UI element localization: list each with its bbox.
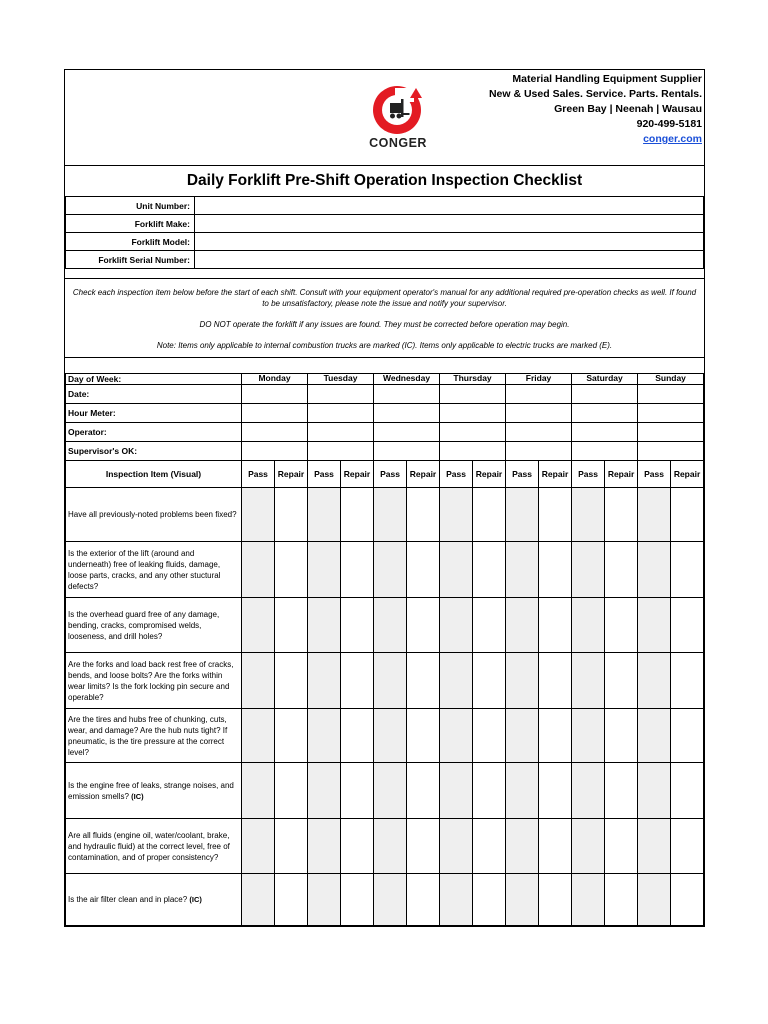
inspection-item-row [66, 598, 704, 653]
repair-checkbox-wednesday[interactable] [407, 874, 440, 926]
pass-checkbox-tuesday[interactable] [308, 598, 341, 653]
repair-checkbox-saturday[interactable] [605, 653, 638, 709]
repair-checkbox-saturday[interactable] [605, 709, 638, 763]
truck-type-tag: (IC) [131, 791, 144, 801]
repair-header: Repair [539, 461, 572, 488]
day-header-wednesday: Wednesday [374, 374, 440, 385]
pass-checkbox-thursday[interactable] [440, 709, 473, 763]
repair-checkbox-saturday[interactable] [605, 542, 638, 598]
meta-field-wednesday[interactable] [374, 423, 440, 442]
day-header-tuesday: Tuesday [308, 374, 374, 385]
meta-field-wednesday[interactable] [374, 442, 440, 461]
day-header-saturday: Saturday [572, 374, 638, 385]
meta-field-sunday[interactable] [638, 385, 704, 404]
repair-checkbox-tuesday[interactable] [341, 598, 374, 653]
pass-checkbox-thursday[interactable] [440, 653, 473, 709]
inspection-question [66, 709, 242, 763]
repair-checkbox-saturday[interactable] [605, 874, 638, 926]
repair-checkbox-tuesday[interactable] [341, 488, 374, 542]
repair-header: Repair [341, 461, 374, 488]
meta-row [66, 404, 704, 423]
inspection-grid [65, 374, 704, 926]
pass-checkbox-sunday[interactable] [638, 819, 671, 874]
repair-checkbox-sunday[interactable] [671, 874, 704, 926]
meta-field-thursday[interactable] [440, 442, 506, 461]
meta-field-monday[interactable] [242, 423, 308, 442]
pass-checkbox-friday[interactable] [506, 488, 539, 542]
question-text: Are the forks and load back rest free of cracks, bends, and loose bolts? Are the forks within wear limits? Is the fork locking pin secure and operable? [68, 659, 234, 702]
meta-field-sunday[interactable] [638, 442, 704, 461]
repair-checkbox-monday[interactable] [275, 542, 308, 598]
repair-checkbox-tuesday[interactable] [341, 819, 374, 874]
day-of-week-row [66, 374, 704, 385]
pass-checkbox-saturday[interactable] [572, 653, 605, 709]
repair-checkbox-saturday[interactable] [605, 598, 638, 653]
repair-checkbox-saturday[interactable] [605, 819, 638, 874]
pass-checkbox-thursday[interactable] [440, 542, 473, 598]
company-services: New & Used Sales. Service. Parts. Rentals. [488, 88, 702, 100]
question-text: Is the air filter clean and in place? [68, 895, 188, 904]
repair-checkbox-monday[interactable] [275, 819, 308, 874]
info-label: Forklift Make: [66, 215, 195, 233]
question-text: Is the overhead guard free of any damage, bending, cracks, compromised welds, looseness, and drill holes? [68, 609, 220, 641]
repair-header: Repair [605, 461, 638, 488]
meta-field-friday[interactable] [506, 385, 572, 404]
meta-field-monday[interactable] [242, 385, 308, 404]
repair-checkbox-thursday[interactable] [473, 819, 506, 874]
info-value-field[interactable] [195, 233, 704, 251]
repair-checkbox-thursday[interactable] [473, 763, 506, 819]
pass-checkbox-saturday[interactable] [572, 819, 605, 874]
repair-checkbox-saturday[interactable] [605, 763, 638, 819]
pass-checkbox-sunday[interactable] [638, 653, 671, 709]
pass-checkbox-tuesday[interactable] [308, 488, 341, 542]
inspection-item-row [66, 653, 704, 709]
pass-header: Pass [572, 461, 605, 488]
inspection-question [66, 598, 242, 653]
repair-checkbox-monday[interactable] [275, 874, 308, 926]
question-text: Are all fluids (engine oil, water/coolant, brake, and hydraulic fluid) at the correct level, free of contamination, and of proper consistency? [68, 830, 230, 862]
pass-checkbox-monday[interactable] [242, 874, 275, 926]
pass-checkbox-monday[interactable] [242, 763, 275, 819]
pass-checkbox-monday[interactable] [242, 598, 275, 653]
meta-field-friday[interactable] [506, 404, 572, 423]
question-text: Are the tires and hubs free of chunking, cuts, wear, and damage? Are the hub nuts tight? If pneumatic, is the tire pressure at the correct level? [68, 714, 228, 757]
pass-checkbox-thursday[interactable] [440, 819, 473, 874]
pass-checkbox-tuesday[interactable] [308, 709, 341, 763]
page-title: Daily Forklift Pre-Shift Operation Inspection Checklist [65, 166, 704, 197]
repair-checkbox-friday[interactable] [539, 819, 572, 874]
repair-checkbox-friday[interactable] [539, 709, 572, 763]
repair-checkbox-wednesday[interactable] [407, 763, 440, 819]
repair-checkbox-sunday[interactable] [671, 653, 704, 709]
repair-header: Repair [407, 461, 440, 488]
pass-checkbox-saturday[interactable] [572, 709, 605, 763]
question-text: Is the exterior of the lift (around and underneath) free of leaking fluids, damage, loose parts, cracks, and any other stuctural defects? [68, 548, 221, 591]
meta-field-friday[interactable] [506, 442, 572, 461]
info-row [66, 197, 704, 215]
meta-field-tuesday[interactable] [308, 423, 374, 442]
repair-checkbox-tuesday[interactable] [341, 709, 374, 763]
forklift-info-table [65, 197, 704, 269]
company-tagline: Material Handling Equipment Supplier [512, 73, 702, 85]
meta-field-tuesday[interactable] [308, 442, 374, 461]
pass-checkbox-wednesday[interactable] [374, 488, 407, 542]
pass-header: Pass [242, 461, 275, 488]
logo-wordmark: CONGER [369, 136, 427, 150]
pass-checkbox-tuesday[interactable] [308, 542, 341, 598]
repair-checkbox-friday[interactable] [539, 488, 572, 542]
repair-checkbox-wednesday[interactable] [407, 819, 440, 874]
pass-checkbox-wednesday[interactable] [374, 598, 407, 653]
pass-checkbox-sunday[interactable] [638, 763, 671, 819]
inspection-question [66, 653, 242, 709]
info-value-field[interactable] [195, 251, 704, 269]
pass-checkbox-sunday[interactable] [638, 488, 671, 542]
repair-checkbox-sunday[interactable] [671, 709, 704, 763]
repair-checkbox-tuesday[interactable] [341, 653, 374, 709]
pass-checkbox-saturday[interactable] [572, 542, 605, 598]
company-phone: 920-499-5181 [636, 118, 702, 130]
meta-row [66, 442, 704, 461]
spacer [65, 358, 704, 374]
pass-header: Pass [308, 461, 341, 488]
meta-field-thursday[interactable] [440, 423, 506, 442]
repair-checkbox-tuesday[interactable] [341, 542, 374, 598]
meta-field-saturday[interactable] [572, 385, 638, 404]
inspection-question [66, 542, 242, 598]
inspection-item-row [66, 488, 704, 542]
meta-label: Date: [66, 385, 242, 404]
pass-checkbox-tuesday[interactable] [308, 653, 341, 709]
repair-header: Repair [671, 461, 704, 488]
repair-checkbox-thursday[interactable] [473, 653, 506, 709]
repair-checkbox-thursday[interactable] [473, 598, 506, 653]
inspection-item-row [66, 874, 704, 926]
repair-checkbox-sunday[interactable] [671, 763, 704, 819]
pass-checkbox-thursday[interactable] [440, 763, 473, 819]
meta-field-saturday[interactable] [572, 404, 638, 423]
pass-checkbox-monday[interactable] [242, 653, 275, 709]
spacer [65, 269, 704, 279]
pass-checkbox-friday[interactable] [506, 598, 539, 653]
repair-checkbox-saturday[interactable] [605, 488, 638, 542]
conger-logo [361, 84, 435, 150]
pass-checkbox-wednesday[interactable] [374, 653, 407, 709]
repair-checkbox-sunday[interactable] [671, 819, 704, 874]
inspection-question [66, 874, 242, 926]
inspection-item-row [66, 819, 704, 874]
repair-checkbox-friday[interactable] [539, 874, 572, 926]
repair-checkbox-friday[interactable] [539, 542, 572, 598]
repair-checkbox-wednesday[interactable] [407, 542, 440, 598]
day-header-friday: Friday [506, 374, 572, 385]
note-text: Note: Items only applicable to internal combustion trucks are marked (IC). Items only applicable to electric trucks are marked (E). [156, 341, 613, 350]
info-value-field[interactable] [195, 215, 704, 233]
pass-checkbox-saturday[interactable] [572, 874, 605, 926]
pass-checkbox-saturday[interactable] [572, 763, 605, 819]
instructions-text: Check each inspection item below before the start of each shift. Consult with your equipment operator's manual for any additional required pre-operation checks as well. If found to be unsatisfactory, please note the issue and notify your supervisor. [72, 288, 697, 308]
meta-field-wednesday[interactable] [374, 385, 440, 404]
meta-row [66, 385, 704, 404]
meta-label: Supervisor's OK: [66, 442, 242, 461]
repair-checkbox-wednesday[interactable] [407, 598, 440, 653]
meta-field-sunday[interactable] [638, 423, 704, 442]
pass-checkbox-wednesday[interactable] [374, 709, 407, 763]
pass-checkbox-monday[interactable] [242, 542, 275, 598]
repair-checkbox-thursday[interactable] [473, 709, 506, 763]
pass-checkbox-wednesday[interactable] [374, 819, 407, 874]
pass-checkbox-saturday[interactable] [572, 598, 605, 653]
pass-header: Pass [506, 461, 539, 488]
pass-checkbox-wednesday[interactable] [374, 763, 407, 819]
meta-field-monday[interactable] [242, 404, 308, 423]
repair-checkbox-friday[interactable] [539, 653, 572, 709]
pass-checkbox-thursday[interactable] [440, 598, 473, 653]
truck-type-tag: (IC) [189, 895, 202, 904]
pass-checkbox-monday[interactable] [242, 709, 275, 763]
repair-header: Repair [473, 461, 506, 488]
header [65, 70, 704, 166]
meta-field-wednesday[interactable] [374, 404, 440, 423]
pass-header: Pass [638, 461, 671, 488]
inspection-item-header: Inspection Item (Visual) [66, 461, 242, 488]
meta-field-monday[interactable] [242, 442, 308, 461]
pass-checkbox-monday[interactable] [242, 488, 275, 542]
repair-checkbox-friday[interactable] [539, 598, 572, 653]
pass-checkbox-sunday[interactable] [638, 709, 671, 763]
repair-checkbox-tuesday[interactable] [341, 874, 374, 926]
inspection-item-row [66, 542, 704, 598]
question-text: Is the engine free of leaks, strange noises, and emission smells? [68, 780, 234, 801]
meta-label: Operator: [66, 423, 242, 442]
repair-checkbox-wednesday[interactable] [407, 709, 440, 763]
pass-checkbox-thursday[interactable] [440, 874, 473, 926]
pass-checkbox-sunday[interactable] [638, 598, 671, 653]
repair-checkbox-thursday[interactable] [473, 542, 506, 598]
pass-checkbox-tuesday[interactable] [308, 763, 341, 819]
repair-checkbox-sunday[interactable] [671, 598, 704, 653]
repair-checkbox-tuesday[interactable] [341, 763, 374, 819]
meta-field-sunday[interactable] [638, 404, 704, 423]
meta-field-friday[interactable] [506, 423, 572, 442]
meta-field-thursday[interactable] [440, 404, 506, 423]
pass-header: Pass [440, 461, 473, 488]
checklist-sheet [64, 69, 705, 927]
pass-checkbox-tuesday[interactable] [308, 819, 341, 874]
meta-row [66, 423, 704, 442]
pass-checkbox-sunday[interactable] [638, 874, 671, 926]
info-row [66, 251, 704, 269]
meta-field-saturday[interactable] [572, 442, 638, 461]
meta-label: Hour Meter: [66, 404, 242, 423]
pass-checkbox-sunday[interactable] [638, 542, 671, 598]
inspection-item-row [66, 709, 704, 763]
company-info [489, 72, 702, 147]
meta-field-thursday[interactable] [440, 385, 506, 404]
inspection-question [66, 763, 242, 819]
repair-checkbox-monday[interactable] [275, 653, 308, 709]
repair-checkbox-sunday[interactable] [671, 542, 704, 598]
inspection-item-row [66, 763, 704, 819]
warning-text: DO NOT operate the forklift if any issues are found. They must be corrected before operation may begin. [199, 320, 570, 329]
pass-checkbox-tuesday[interactable] [308, 874, 341, 926]
pass-checkbox-monday[interactable] [242, 819, 275, 874]
info-row [66, 215, 704, 233]
pass-checkbox-wednesday[interactable] [374, 542, 407, 598]
info-label: Forklift Model: [66, 233, 195, 251]
inspection-header-row [66, 461, 704, 488]
repair-checkbox-monday[interactable] [275, 488, 308, 542]
pass-checkbox-friday[interactable] [506, 709, 539, 763]
meta-field-saturday[interactable] [572, 423, 638, 442]
instructions [65, 279, 704, 358]
question-text: Have all previously-noted problems been fixed? [68, 510, 237, 519]
pass-checkbox-friday[interactable] [506, 819, 539, 874]
pass-checkbox-friday[interactable] [506, 874, 539, 926]
company-website-link[interactable]: conger.com [643, 133, 702, 145]
info-row [66, 233, 704, 251]
pass-checkbox-saturday[interactable] [572, 488, 605, 542]
repair-checkbox-sunday[interactable] [671, 488, 704, 542]
pass-checkbox-thursday[interactable] [440, 488, 473, 542]
day-of-week-label: Day of Week: [66, 374, 242, 385]
info-label: Unit Number: [66, 197, 195, 215]
pass-checkbox-friday[interactable] [506, 763, 539, 819]
repair-checkbox-friday[interactable] [539, 763, 572, 819]
repair-checkbox-monday[interactable] [275, 598, 308, 653]
repair-checkbox-monday[interactable] [275, 763, 308, 819]
inspection-question [66, 488, 242, 542]
meta-field-tuesday[interactable] [308, 404, 374, 423]
day-header-sunday: Sunday [638, 374, 704, 385]
repair-checkbox-monday[interactable] [275, 709, 308, 763]
meta-field-tuesday[interactable] [308, 385, 374, 404]
repair-header: Repair [275, 461, 308, 488]
repair-checkbox-wednesday[interactable] [407, 488, 440, 542]
inspection-question [66, 819, 242, 874]
pass-checkbox-wednesday[interactable] [374, 874, 407, 926]
repair-checkbox-thursday[interactable] [473, 488, 506, 542]
repair-checkbox-wednesday[interactable] [407, 653, 440, 709]
info-label: Forklift Serial Number: [66, 251, 195, 269]
repair-checkbox-thursday[interactable] [473, 874, 506, 926]
company-locations: Green Bay | Neenah | Wausau [554, 103, 702, 115]
pass-checkbox-friday[interactable] [506, 542, 539, 598]
info-value-field[interactable] [195, 197, 704, 215]
pass-header: Pass [374, 461, 407, 488]
day-header-thursday: Thursday [440, 374, 506, 385]
pass-checkbox-friday[interactable] [506, 653, 539, 709]
day-header-monday: Monday [242, 374, 308, 385]
